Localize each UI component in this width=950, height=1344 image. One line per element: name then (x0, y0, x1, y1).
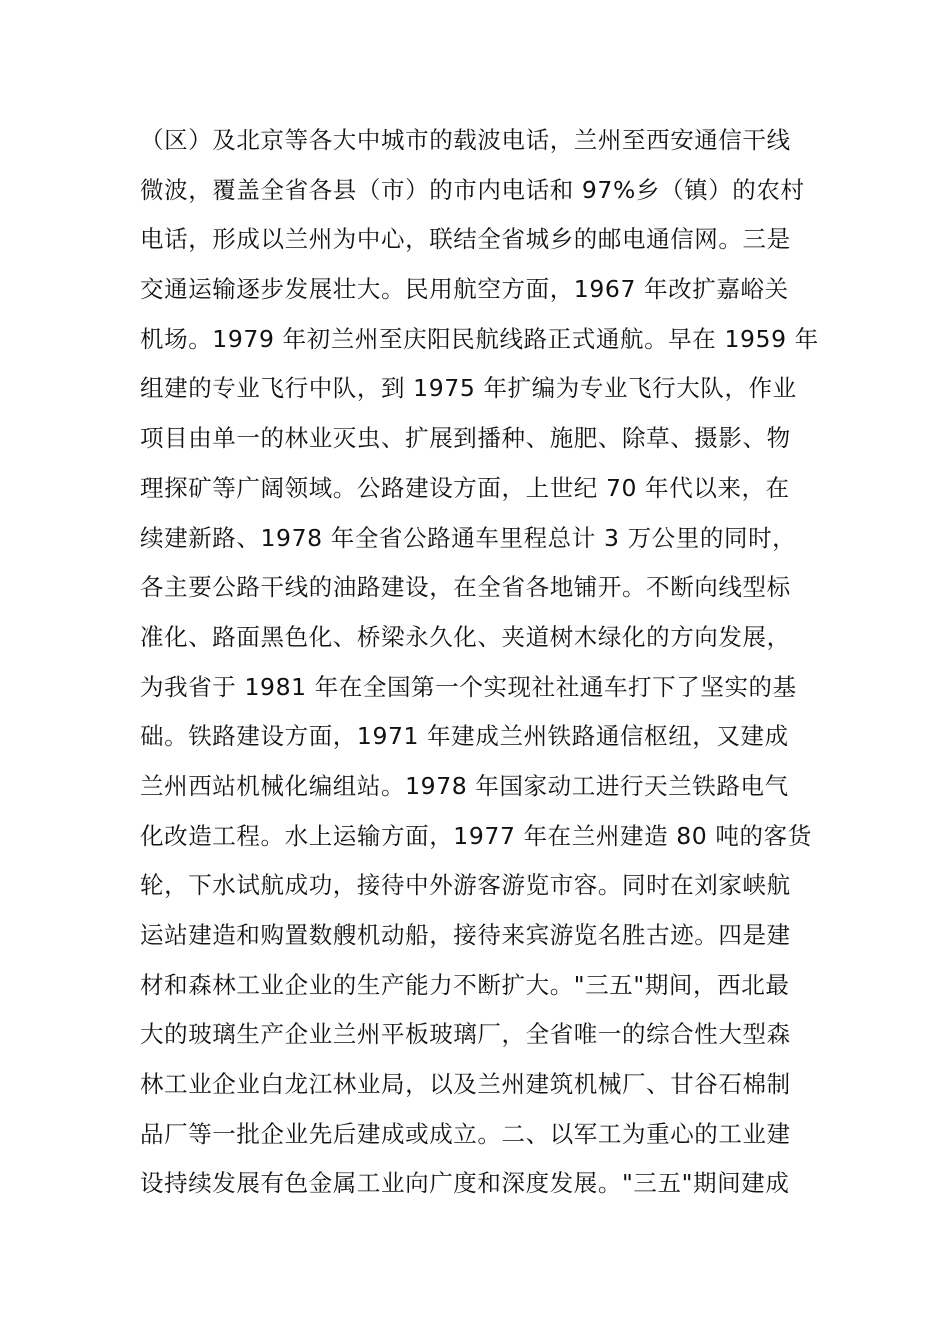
text-line: 准化、路面黑色化、桥梁永久化、夹道树木绿化的方向发展， (140, 622, 791, 651)
text-line: 林工业企业白龙江林业局，以及兰州建筑机械厂、甘谷石棉制 (140, 1070, 791, 1099)
text-line: 各主要公路干线的油路建设，在全省各地铺开。不断向线型标 (140, 573, 791, 602)
text-line: 础。铁路建设方面，1971 年建成兰州铁路通信枢纽，又建成 (140, 722, 789, 751)
text-line: 项目由单一的林业灭虫、扩展到播种、施肥、除草、摄影、物 (140, 424, 791, 453)
text-line: 材和森林工业企业的生产能力不断扩大。"三五"期间，西北最 (140, 970, 790, 999)
body-text (140, 116, 820, 1209)
text-line: （区）及北京等各大中城市的载波电话，兰州至西安通信干线 (140, 126, 791, 154)
text-line: 为我省于 1981 年在全国第一个实现社社通车打下了坚实的基 (140, 672, 797, 701)
text-line: 品厂等一批企业先后建成或成立。二、以军工为重心的工业建 (140, 1119, 791, 1148)
text-line: 微波，覆盖全省各县（市）的市内电话和 97%乡（镇）的农村 (140, 175, 805, 204)
text-line: 兰州西站机械化编组站。1978 年国家动工进行天兰铁路电气 (140, 771, 789, 800)
text-line: 机场。1979 年初兰州至庆阳民航线路正式通航。早在 1959 年 (140, 324, 819, 353)
text-line: 续建新路、1978 年全省公路通车里程总计 3 万公里的同时， (140, 523, 797, 552)
text-line: 交通运输逐步发展壮大。民用航空方面，1967 年改扩嘉峪关 (140, 275, 789, 304)
text-line: 组建的专业飞行中队，到 1975 年扩编为专业飞行大队，作业 (140, 374, 797, 403)
text-line: 化改造工程。水上运输方面，1977 年在兰州建造 80 吨的客货 (140, 821, 812, 850)
text-line: 设持续发展有色金属工业向广度和深度发展。"三五"期间建成 (140, 1169, 790, 1198)
text-line: 运站建造和购置数艘机动船，接待来宾游览名胜古迹。四是建 (140, 921, 791, 949)
text-line: 轮，下水试航成功，接待中外游客游览市容。同时在刘家峡航 (140, 871, 791, 900)
text-line: 大的玻璃生产企业兰州平板玻璃厂，全省唯一的综合性大型森 (140, 1020, 791, 1049)
text-line: 理探矿等广阔领域。公路建设方面，上世纪 70 年代以来，在 (140, 473, 790, 502)
text-line: 电话，形成以兰州为中心，联结全省城乡的邮电通信网。三是 (140, 225, 791, 254)
